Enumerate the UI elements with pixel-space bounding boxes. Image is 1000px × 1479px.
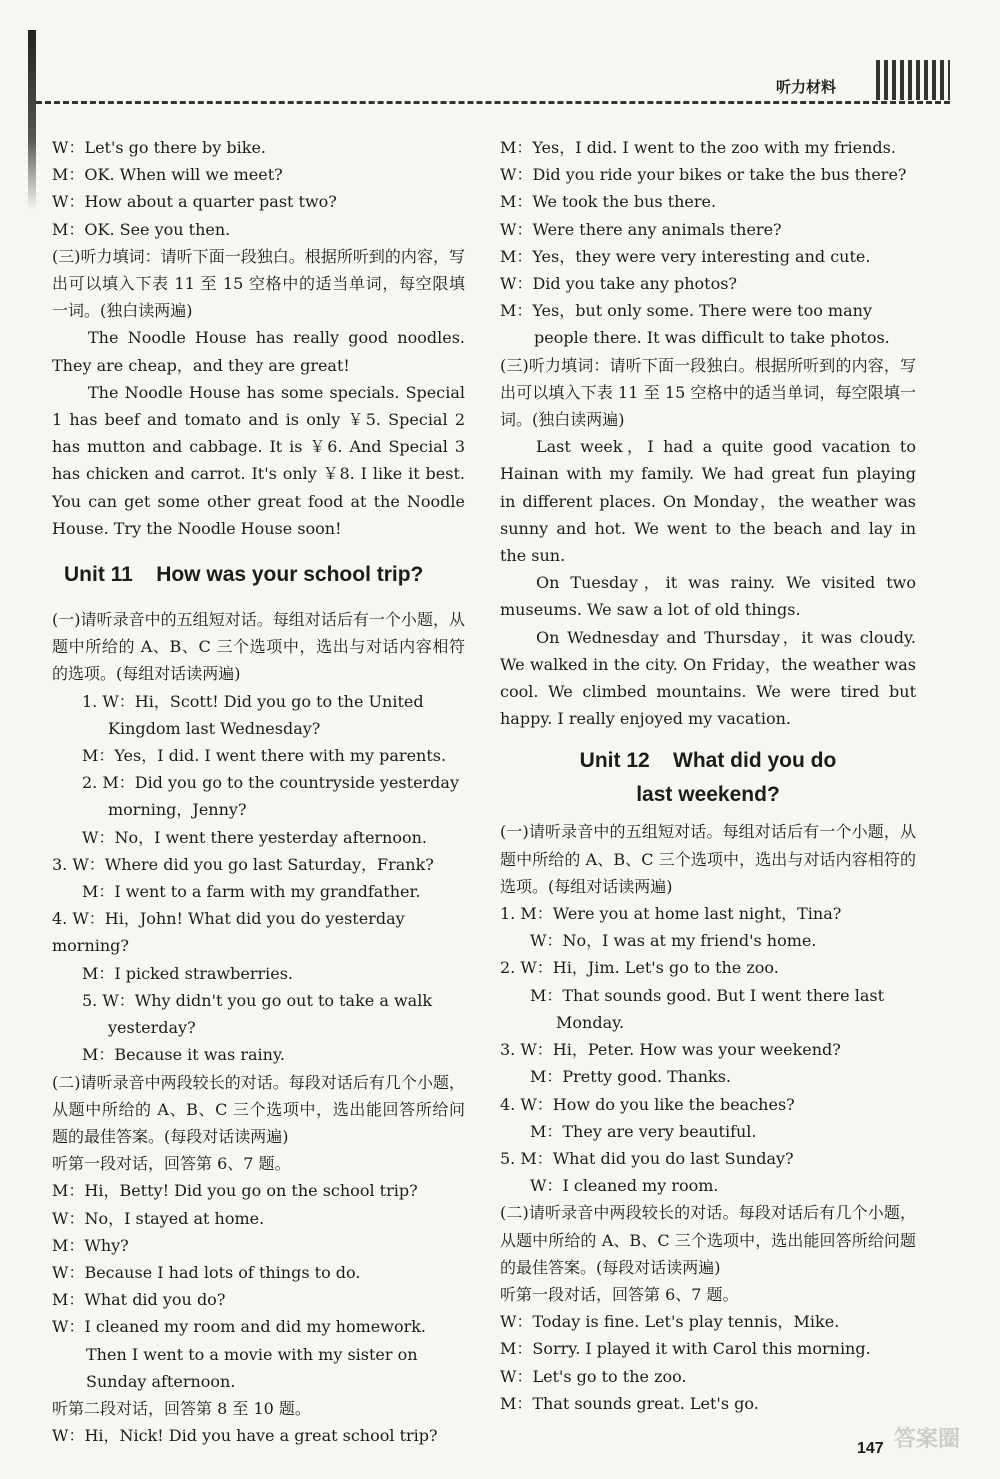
dialogue-intro: 听第一段对话，回答第 6、7 题。 <box>500 1284 739 1304</box>
monologue-paragraph: The Noodle House has some specials. Special 1 has beef and tomato and is only ￥5. Special 2 has mutton and cabbage. It is ￥6. And Special 3 has chicken and carrot. It's only ￥8. I like it best. You can get some other great food at the Noodle House. Try the Noodle House soon! <box>52 382 465 538</box>
question-line: W：No，I was at my friend's home. <box>530 931 817 951</box>
section-instruction: (一)请听录音中的五组短对话。每组对话后有一个小题，从题中所给的 A、B、C 三个选项中，选出与对话内容相符的选项。(每组对话读两遍) <box>500 822 916 896</box>
question-line: 1. W：Hi，Scott! Did you go to the United Kingdom last Wednesday? <box>82 691 424 738</box>
unit-heading-line: last weekend? <box>636 783 780 807</box>
dialogue-line: W：Today is fine. Let's play tennis，Mike. <box>500 1312 840 1332</box>
dialogue-line: M：We took the bus there. <box>500 192 717 212</box>
left-column <box>52 134 465 1449</box>
question-line: 3. W：Hi，Peter. How was your weekend? <box>500 1040 841 1060</box>
header-title: 听力材料 <box>776 78 837 96</box>
question-line: 3. W：Where did you go last Saturday，Frank? <box>52 854 434 874</box>
binding-edge <box>28 30 36 210</box>
unit-heading-line: Unit 12 What did you do <box>579 749 837 773</box>
section-instruction: (三)听力填词：请听下面一段独白。根据所听到的内容，写出可以填入下表 11 至 15 空格中的适当单词，每空限填一词。(独白读两遍) <box>52 246 465 321</box>
question-line: 5. W：Why didn't you go out to take a walk yesterday? <box>82 990 433 1038</box>
monologue-paragraph: On Wednesday and Thursday，it was cloudy. We walked in the city. On Friday，the weather was cool. We climbed mountains. We were tired but happy. I really enjoyed my vacation. <box>500 627 916 729</box>
unit-heading: Unit 11 How was your school trip? <box>64 563 424 587</box>
header-decoration <box>876 60 950 100</box>
watermark-logo: 答案圈 <box>894 1427 961 1452</box>
unit-heading <box>500 744 916 812</box>
question-line: 2. W：Hi，Jim. Let's go to the zoo. <box>500 958 779 978</box>
question-line: 2. M：Did you go to the countryside yesterday morning，Jenny? <box>82 773 460 820</box>
dialogue-line: M：Yes，they were very interesting and cute. <box>500 246 871 266</box>
question-line: M：I picked strawberries. <box>82 963 294 983</box>
section-instruction: (二)请听录音中两段较长的对话。每段对话后有几个小题，从题中所给的 A、B、C 三个选项中，选出能回答所给问题的最佳答案。(每段对话读两遍) <box>500 1203 916 1277</box>
question-line: 1. M：Were you at home last night，Tina? <box>500 904 842 924</box>
monologue-paragraph: Last week，I had a quite good vacation to Hainan with my family. We had great fun playing in different places. On Monday，the weather was sunny and hot. We went to the beach and lay in the sun. <box>500 437 916 566</box>
question-line: M：Yes，I did. I went there with my parents. <box>82 746 447 766</box>
monologue-paragraph: On Tuesday，it was rainy. We visited two museums. We saw a lot of old things. <box>500 573 916 620</box>
question-line: M：That sounds good. But I went there last Monday. <box>530 985 885 1032</box>
section-instruction: (一)请听录音中的五组短对话。每组对话后有一个小题，从题中所给的 A、B、C 三个选项中，选出与对话内容相符的选项。(每组对话读两遍) <box>52 610 465 684</box>
question-line: M：Because it was rainy. <box>82 1045 285 1065</box>
dialogue-line: M：OK. See you then. <box>52 219 231 239</box>
dialogue-line: M：Hi，Betty! Did you go on the school trip? <box>52 1181 418 1201</box>
dialogue-line: W：Did you take any photos? <box>500 274 738 294</box>
question-line: M：They are very beautiful. <box>530 1121 757 1141</box>
dialogue-intro: 听第二段对话，回答第 8 至 10 题。 <box>52 1398 311 1418</box>
dialogue-line: M：Why? <box>52 1235 129 1255</box>
question-line: M：Pretty good. Thanks. <box>530 1067 731 1087</box>
question-line: W：No，I went there yesterday afternoon. <box>82 827 428 847</box>
question-line: 4. W：How do you like the beaches? <box>500 1094 795 1114</box>
section-instruction: (二)请听录音中两段较长的对话。每段对话后有几个小题，从题中所给的 A、B、C 三个选项中，选出能回答所给问题的最佳答案。(每段对话读两遍) <box>52 1072 465 1146</box>
dialogue-line: M：That sounds great. Let's go. <box>500 1393 759 1413</box>
dialogue-line: M：Yes，I did. I went to the zoo with my friends. <box>500 138 896 157</box>
dialogue-line: W：Hi，Nick! Did you have a great school trip? <box>52 1426 438 1446</box>
dialogue-line: M：What did you do? <box>52 1290 226 1310</box>
dialogue-line: W：Because I had lots of things to do. <box>52 1262 361 1282</box>
monologue-paragraph: The Noodle House has really good noodles. They are cheap，and they are great! <box>52 328 465 375</box>
dialogue-line: W：I cleaned my room and did my homework. Then I went to a movie with my sister on Sunday afternoon. <box>52 1317 427 1391</box>
dialogue-line: M：Yes，but only some. There were too many people there. It was difficult to take photos. <box>500 301 890 348</box>
dialogue-line: W：Did you ride your bikes or take the bus there? <box>500 165 907 185</box>
right-column <box>500 134 916 1417</box>
header-rule <box>36 101 950 104</box>
dialogue-line: M：Sorry. I played it with Carol this morning. <box>500 1339 871 1359</box>
question-line: 5. M：What did you do last Sunday? <box>500 1148 794 1168</box>
dialogue-intro: 听第一段对话，回答第 6、7 题。 <box>52 1154 291 1174</box>
question-line: M：I went to a farm with my grandfather. <box>82 882 421 902</box>
dialogue-line: W：Let's go there by bike. <box>52 138 267 157</box>
dialogue-line: W：How about a quarter past two? <box>52 192 337 212</box>
section-instruction: (三)听力填词：请听下面一段独白。根据所听到的内容，写出可以填入下表 11 至 15 空格中的适当单词，每空限填一词。(独白读两遍) <box>500 355 916 430</box>
dialogue-line: M：OK. When will we meet? <box>52 165 283 185</box>
dialogue-line: W：Were there any animals there? <box>500 219 782 239</box>
dialogue-line: W：Let's go to the zoo. <box>500 1366 687 1386</box>
question-line: W：I cleaned my room. <box>530 1176 719 1196</box>
question-line: 4. W：Hi，John! What did you do yesterday morning? <box>52 909 405 956</box>
dialogue-line: W：No，I stayed at home. <box>52 1208 265 1228</box>
page-number: 147 <box>857 1440 884 1457</box>
